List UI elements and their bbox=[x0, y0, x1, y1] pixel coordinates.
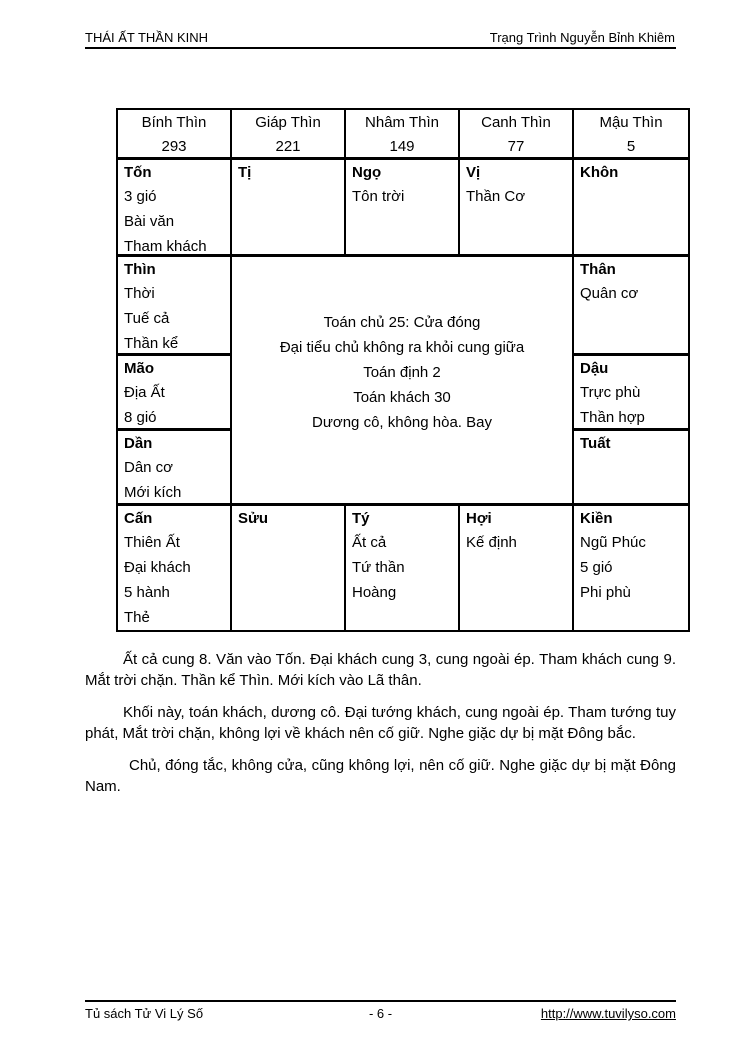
palace-cell-hoi bbox=[460, 506, 574, 630]
cell-line: Thần Cơ bbox=[466, 188, 526, 205]
palace-cell-dau bbox=[574, 356, 688, 431]
cell-line: Hoàng bbox=[352, 584, 397, 601]
cell-line: Tứ thần bbox=[352, 559, 405, 576]
palace-lines bbox=[574, 380, 688, 430]
paragraph-2: Khối này, toán khách, dương cô. Đại tướng khách, cung ngoài ép. Tham tướng tuy phát, Mắt trời chặn, không lợi về khách nên cố giữ. Nghe giặc dự bị mặt Đông bắc. bbox=[85, 704, 676, 742]
palace-lines bbox=[460, 530, 572, 555]
palace-lines bbox=[118, 380, 230, 430]
commentary-text bbox=[85, 649, 676, 808]
footer-rule bbox=[85, 1000, 676, 1002]
year-cell-canh-thin bbox=[460, 110, 574, 160]
cell-line: Phi phù bbox=[580, 584, 631, 601]
cell-line: Ất cả bbox=[352, 534, 387, 551]
palace-cell-can bbox=[118, 506, 232, 630]
palace-cell-ty bbox=[346, 506, 460, 630]
summary-lines bbox=[232, 310, 572, 435]
palace-cell-khon bbox=[574, 160, 688, 257]
header-book-title: THÁI ẤT THẦN KINH bbox=[85, 30, 209, 45]
footer-series-title: Tủ sách Tử Vi Lý Số bbox=[85, 1006, 204, 1021]
footer bbox=[85, 1006, 676, 1021]
year-name: Giáp Thìn bbox=[255, 114, 321, 131]
cell-line: Quân cơ bbox=[580, 285, 639, 302]
palace-cell-thin bbox=[118, 257, 232, 356]
cell-line: Địa Ất bbox=[124, 384, 165, 401]
paragraph-3: Chủ, đóng tắc, không cửa, cũng không lợi, nên cố giữ. Nghe giặc dự bị mặt Đông Nam. bbox=[85, 757, 676, 795]
palace-title: Tị bbox=[238, 164, 252, 181]
year-value: 221 bbox=[275, 138, 301, 155]
year-name: Mậu Thìn bbox=[599, 114, 663, 131]
cell-line: Dân cơ bbox=[124, 459, 174, 476]
header-rule bbox=[85, 47, 676, 49]
cell-line: 5 hành bbox=[124, 584, 170, 601]
palace-title: Thìn bbox=[124, 261, 156, 278]
cell-line: 8 gió bbox=[124, 409, 157, 426]
chart-summary-cell bbox=[232, 257, 574, 506]
paragraph-1: Ất cả cung 8. Văn vào Tốn. Đại khách cung 3, cung ngoài ép. Tham khách cung 9. Mắt trời chặn. Thần kể Thìn. Mới kích vào Lã thân. bbox=[85, 651, 676, 689]
palace-cell-ngo bbox=[346, 160, 460, 257]
cell-line: Dương cô, không hòa. Bay bbox=[312, 414, 492, 431]
palace-lines bbox=[118, 281, 230, 356]
palace-lines bbox=[118, 455, 230, 505]
palace-title: Sửu bbox=[238, 510, 269, 527]
cell-line: Tôn trời bbox=[352, 188, 405, 205]
year-value: 5 bbox=[626, 138, 636, 155]
palace-lines bbox=[574, 530, 688, 605]
year-cell-mau-thin bbox=[574, 110, 688, 160]
cell-line: Đại tiểu chủ không ra khỏi cung giữa bbox=[279, 339, 525, 356]
cell-line: Thời bbox=[124, 285, 155, 302]
year-name: Bính Thìn bbox=[141, 114, 207, 131]
year-cell-giap-thin bbox=[232, 110, 346, 160]
palace-title: Mão bbox=[124, 360, 154, 377]
footer-page-number: - 6 - bbox=[368, 1006, 393, 1021]
palace-lines bbox=[346, 184, 458, 209]
palace-title: Thân bbox=[580, 261, 616, 278]
palace-title: Dậu bbox=[580, 360, 609, 377]
cell-line: Thần kể bbox=[124, 335, 179, 352]
palace-cell-than bbox=[574, 257, 688, 356]
cell-line: Thiên Ất bbox=[124, 534, 180, 551]
cell-line: 3 gió bbox=[124, 188, 157, 205]
cell-line: Ngũ Phúc bbox=[580, 534, 646, 551]
year-cell-binh-thin bbox=[118, 110, 232, 160]
footer-website-link[interactable]: http://www.tuvilyso.com bbox=[540, 1006, 676, 1021]
year-value: 293 bbox=[161, 138, 187, 155]
cell-line: Tham khách bbox=[124, 238, 207, 255]
palace-cell-ton bbox=[118, 160, 232, 257]
cell-line: Trực phù bbox=[580, 384, 641, 401]
palace-cell-tuat bbox=[574, 431, 688, 506]
palace-cell-ti bbox=[232, 160, 346, 257]
cell-line: Thần hợp bbox=[580, 409, 645, 426]
palace-title: Ngọ bbox=[352, 164, 382, 181]
palace-cell-suu bbox=[232, 506, 346, 630]
cell-line: Tuế cả bbox=[124, 310, 170, 327]
palace-title: Kiền bbox=[580, 510, 613, 527]
palace-lines bbox=[118, 530, 230, 630]
header-author: Trạng Trình Nguyễn Bỉnh Khiêm bbox=[489, 30, 675, 45]
palace-title: Dần bbox=[124, 435, 153, 452]
cell-line: Thẻ bbox=[124, 609, 150, 626]
palace-title: Hợi bbox=[466, 510, 492, 527]
palace-title: Tý bbox=[352, 510, 370, 527]
cell-line: Mới kích bbox=[124, 484, 182, 501]
palace-cell-kien bbox=[574, 506, 688, 630]
year-name: Canh Thìn bbox=[481, 114, 551, 131]
year-name: Nhâm Thìn bbox=[365, 114, 439, 131]
palace-lines bbox=[118, 184, 230, 257]
cell-line: Kế định bbox=[466, 534, 517, 551]
palace-lines bbox=[460, 184, 572, 209]
palace-title: Cấn bbox=[124, 510, 153, 527]
palace-title: Khôn bbox=[580, 164, 619, 181]
cell-line: Toán định 2 bbox=[363, 364, 441, 381]
palace-lines bbox=[346, 530, 458, 605]
cell-line: Toán chủ 25: Cửa đóng bbox=[323, 314, 481, 331]
palace-cell-mao bbox=[118, 356, 232, 431]
cell-line: Bài văn bbox=[124, 213, 175, 230]
palace-cell-dan bbox=[118, 431, 232, 506]
palace-title: Tuất bbox=[580, 435, 611, 452]
cell-line: Toán khách 30 bbox=[353, 389, 451, 406]
thai-at-chart-table bbox=[116, 108, 690, 632]
palace-title: Tốn bbox=[124, 164, 152, 181]
palace-lines bbox=[574, 281, 688, 306]
palace-title: Vị bbox=[466, 164, 481, 181]
cell-line: Đại khách bbox=[124, 559, 191, 576]
cell-line: 5 gió bbox=[580, 559, 613, 576]
year-cell-nham-thin bbox=[346, 110, 460, 160]
year-value: 149 bbox=[389, 138, 415, 155]
year-value: 77 bbox=[507, 138, 525, 155]
palace-cell-vi bbox=[460, 160, 574, 257]
